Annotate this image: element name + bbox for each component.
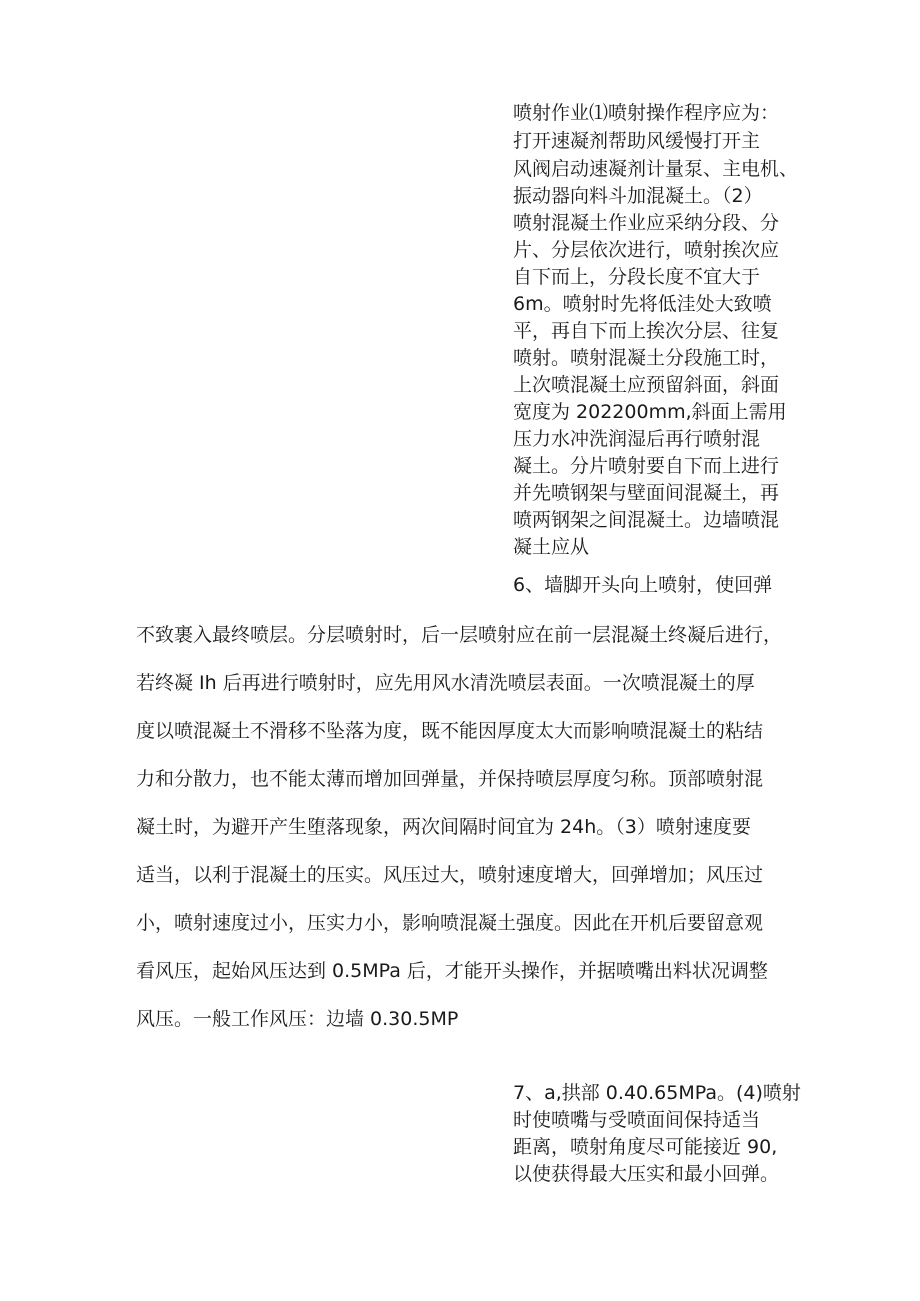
text-line: 平，再自下而上挨次分层、往复 (513, 320, 780, 342)
text-line: 打开速凝剂帮助风缓慢打开主 (513, 130, 761, 152)
text-line: 自下而上，分段长度不宜大于 (513, 266, 761, 288)
text-line: 凝土应从 (513, 536, 590, 558)
text-line: 风阀启动速凝剂计量泵、主电机、 (513, 158, 799, 180)
text-line: 凝土时，为避开产生堕落现象，两次间隔时间宜为 24h。（3）喷射速度要 (136, 816, 751, 838)
text-line: 凝土。分片喷射要自下而上进行 (513, 455, 780, 477)
text-line: 片、分层依次进行，喷射挨次应 (513, 239, 780, 261)
text-line: 并先喷钢架与壁面间混凝土，再 (513, 482, 780, 504)
text-line: 振动器向料斗加混凝土。（2） (513, 185, 763, 207)
text-line: 宽度为 202200mm,斜面上需用 (513, 401, 787, 423)
text-line: 若终凝 Ih 后再进行喷射时，应先用风水清洗喷层表面。一次喷混凝土的厚 (136, 672, 755, 694)
text-line: 度以喷混凝土不滑移不坠落为度，既不能因厚度太大而影响喷混凝土的粘结 (136, 720, 764, 742)
text-line: 喷射。喷射混凝土分段施工时， (513, 347, 780, 369)
text-line: 以使获得最大压实和最小回弹。 (513, 1163, 780, 1185)
text-line: 时使喷嘴与受喷面间保持适当 (513, 1109, 761, 1131)
text-line: 风压。一般工作风压：边墙 0.30.5MP (136, 1008, 459, 1030)
text-line: 喷射混凝土作业应采纳分段、分 (513, 212, 780, 234)
text-line: 压力水冲洗润湿后再行喷射混 (513, 428, 761, 450)
text-line: 看风压，起始风压达到 0.5MPa 后，才能开头操作，并据喷嘴出料状况调整 (136, 960, 768, 982)
text-line: 6m。喷射时先将低洼处大致喷 (513, 293, 772, 315)
text-line: 喷两钢架之间混凝土。边墙喷混 (513, 509, 780, 531)
text-line: 距离，喷射角度尽可能接近 90, (513, 1136, 778, 1158)
text-line: 上次喷混凝土应预留斜面，斜面 (513, 374, 780, 396)
text-line: 小，喷射速度过小，压实力小，影响喷混凝土强度。因此在开机后要留意观 (136, 912, 764, 934)
text-line: 适当，以利于混凝土的压实。风压过大，喷射速度增大，回弹增加；风压过 (136, 864, 764, 886)
text-line: 不致裹入最终喷层。分层喷射时，后一层喷射应在前一层混凝土终凝后进行， (136, 624, 783, 646)
text-line: 力和分散力，也不能太薄而增加回弹量，并保持喷层厚度匀称。顶部喷射混 (136, 768, 764, 790)
text-line: 喷射作业⑴喷射操作程序应为： (513, 102, 780, 124)
paragraph-lead-line: 6、墙脚开头向上喷射，使回弹 (513, 574, 773, 596)
text-line: 7、a,拱部 0.40.65MPa。(4)喷射 (513, 1082, 801, 1104)
